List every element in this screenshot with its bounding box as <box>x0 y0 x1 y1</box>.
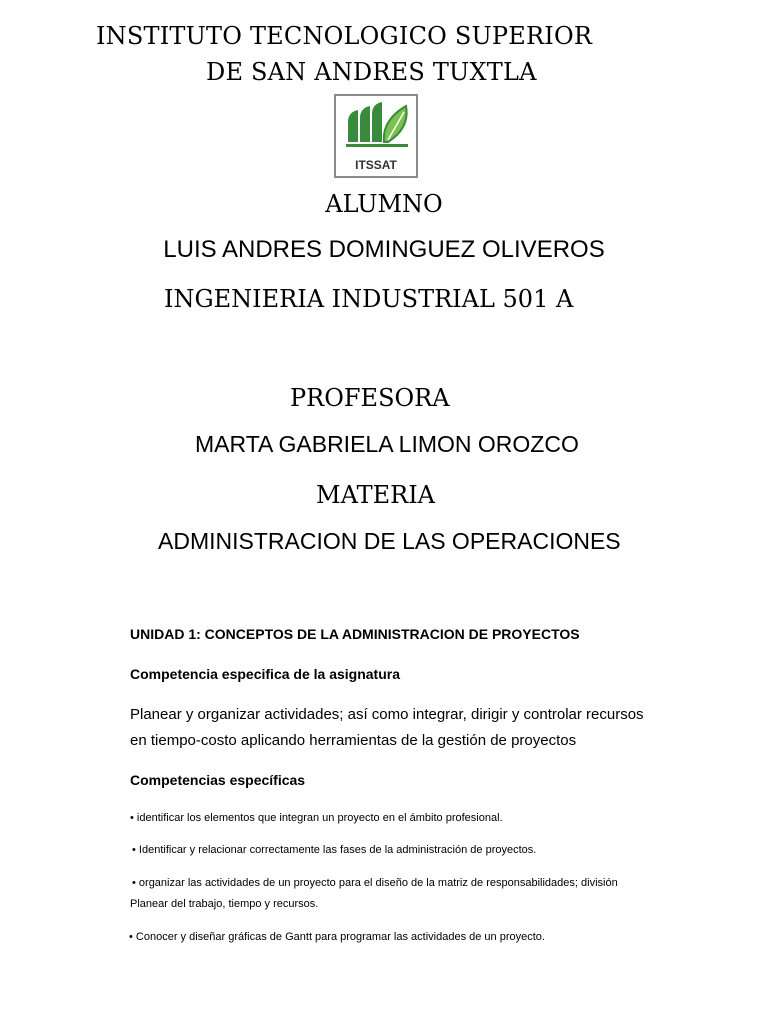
competencia-text-line2: en tiempo-costo aplicando herramientas de la gestión de proyectos <box>130 732 577 749</box>
institute-name-line1: INSTITUTO TECNOLOGICO SUPERIOR <box>96 22 593 50</box>
bullet-item: • Conocer y diseñar gráficas de Gantt para programar las actividades de un proyecto. <box>129 931 545 943</box>
institute-name-line2: DE SAN ANDRES TUXTLA <box>206 58 537 86</box>
materia-name: ADMINISTRACION DE LAS OPERACIONES <box>158 528 621 554</box>
competencia-text-line1: Planear y organizar actividades; así como integrar, dirigir y controlar recursos <box>130 706 644 723</box>
profesora-heading: PROFESORA <box>290 384 450 412</box>
bullet-item: • organizar las actividades de un proyecto para el diseño de la matriz de responsabilidades; división <box>132 877 618 889</box>
materia-heading: MATERIA <box>316 481 436 509</box>
profesora-name: MARTA GABRIELA LIMON OROZCO <box>195 431 579 457</box>
competencia-title: Competencia especifica de la asignatura <box>130 666 400 682</box>
bullet-item: • Identificar y relacionar correctamente las fases de la administración de proyectos. <box>132 844 537 856</box>
logo-text: ITSSAT <box>355 158 397 172</box>
alumno-heading: ALUMNO <box>325 190 443 218</box>
unidad-title: UNIDAD 1: CONCEPTOS DE LA ADMINISTRACION DE PROYECTOS <box>130 626 580 642</box>
carrera-heading: INGENIERIA INDUSTRIAL 501 A <box>164 285 574 313</box>
competencias-especificas-title: Competencias específicas <box>130 772 306 788</box>
bullet-item: • identificar los elementos que integran un proyecto en el ámbito profesional. <box>130 812 503 824</box>
alumno-name: LUIS ANDRES DOMINGUEZ OLIVEROS <box>163 236 605 263</box>
leaf-logo-icon <box>336 98 416 158</box>
bullet-item-continuation: Planear del trabajo, tiempo y recursos. <box>130 898 319 910</box>
itssat-logo <box>334 94 418 178</box>
